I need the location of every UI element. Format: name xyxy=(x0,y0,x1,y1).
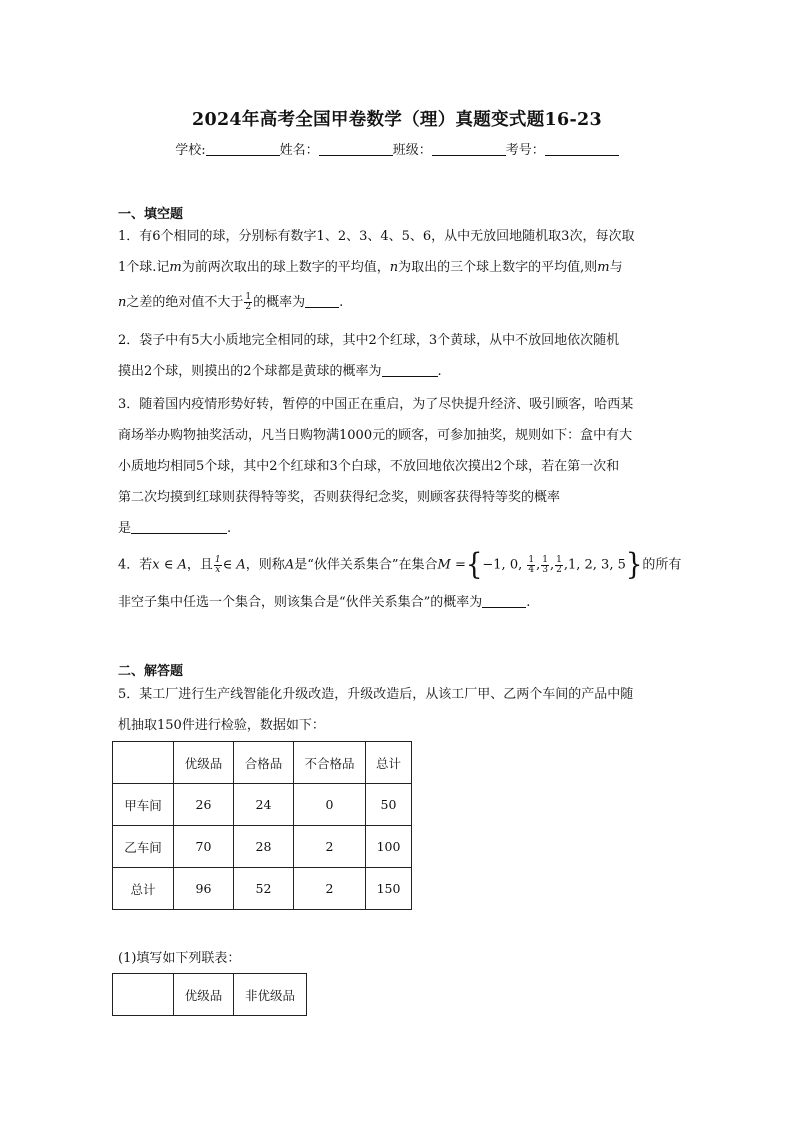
section-answer-title: 二、解答题 xyxy=(118,664,184,679)
var-m: m xyxy=(169,260,182,275)
name-blank[interactable] xyxy=(319,143,393,156)
right-brace: } xyxy=(625,547,643,583)
table-cell: 52 xyxy=(234,868,294,910)
frac-numerator: 1 xyxy=(245,292,252,302)
q1-line3 xyxy=(118,293,343,312)
var-n: n xyxy=(389,260,399,275)
number-blank[interactable] xyxy=(545,143,619,156)
table-cell: 70 xyxy=(174,826,234,868)
q5-contingency-table xyxy=(112,973,307,1016)
q1-text: 为前两次取出的球上数字的平均值， xyxy=(181,260,390,275)
q1-text: 的概率为 xyxy=(253,295,306,310)
table-header-cell: 非优级品 xyxy=(234,974,307,1016)
frac-numerator: 1 xyxy=(214,554,221,565)
var-n: n xyxy=(118,295,127,310)
q1-text: 之差的绝对值不大于 xyxy=(126,295,244,310)
fraction-one-half xyxy=(244,293,252,312)
q3-line2: 商场举办购物抽奖活动，凡当日购物满1000元的顾客，可参加抽奖，规则如下：盒中有大 xyxy=(118,428,633,443)
q1-text: . xyxy=(339,295,344,310)
table-cell: 24 xyxy=(234,784,294,826)
left-brace: { xyxy=(465,547,483,583)
table-cell: 150 xyxy=(366,868,412,910)
q2-line2 xyxy=(118,363,442,381)
q5-line1: 5．某工厂进行生产线智能化升级改造，升级改造后，从该工厂甲、乙两个车间的产品中随 xyxy=(118,687,634,702)
table-cell: 28 xyxy=(234,826,294,868)
q2-answer-blank[interactable] xyxy=(382,364,438,377)
q2-text: . xyxy=(437,364,442,379)
q1-line1: 1．有6个相同的球，分别标有数字1、2、3、4、5、6，从中无放回地随机取3次，每次取 xyxy=(118,229,635,244)
frac-numerator: 1 xyxy=(556,554,562,565)
table-cell: 总计 xyxy=(113,868,174,910)
table-header-cell: 总计 xyxy=(366,742,412,784)
q5-line2: 机抽取150件进行检验，数据如下： xyxy=(118,718,325,733)
table-header-cell: 合格品 xyxy=(234,742,294,784)
q3-line1: 3．随着国内疫情形势好转，暂停的中国正在重启，为了尽快提升经济、吸引顾客，哈西某 xyxy=(118,397,634,412)
section-fill-blank-title: 一、填空题 xyxy=(118,207,184,222)
table-header-cell: 优级品 xyxy=(174,742,234,784)
table-cell: 甲车间 xyxy=(113,784,174,826)
table-header-row xyxy=(113,742,412,784)
q4-math: ∈ A xyxy=(222,557,246,573)
q3-line5 xyxy=(118,520,231,538)
q4-math: M = xyxy=(437,557,466,573)
q1-text: 为取出的三个球上数字的平均值,则 xyxy=(398,260,598,275)
set-elements: 1, 2, 3, 5 xyxy=(567,557,626,573)
number-label: 考号： xyxy=(505,143,545,158)
fraction xyxy=(541,556,549,575)
q4-text: 4．若 xyxy=(118,557,153,573)
q3-text: 是 xyxy=(118,521,132,536)
frac-denominator: 2 xyxy=(556,564,562,575)
q5-sub1: (1)填写如下列联表： xyxy=(118,951,241,966)
q4-line1: 4．若x ∈ A，且 $\frac{1}{x}$ ∈ A，则称A是“伙伴关系集合”在集合M ={−1, 0, $\frac{1}{4}$ , $\frac{1}{3}$ , $\frac{1}{2}$ ,1, 2, 3, 5}的所有 xyxy=(118,547,682,583)
frac-denominator: x xyxy=(215,564,221,575)
school-blank[interactable] xyxy=(206,143,280,156)
table-row xyxy=(113,784,412,826)
q4-text: 非空子集中任选一个集合，则该集合是“伙伴关系集合”的概率为 xyxy=(118,595,483,610)
student-info-line xyxy=(0,139,794,158)
q2-line1: 2．袋子中有5大小质地完全相同的球，其中2个红球，3个黄球，从中不放回地依次随机 xyxy=(118,333,620,348)
frac-denominator: 2 xyxy=(245,302,252,312)
frac-numerator: 1 xyxy=(542,554,548,565)
name-label: 姓名： xyxy=(279,143,319,158)
table-header-cell: 优级品 xyxy=(174,974,234,1016)
set-elements: −1, 0, xyxy=(482,557,527,573)
frac-denominator: 3 xyxy=(542,564,548,575)
table-header-cell xyxy=(113,742,174,784)
fraction xyxy=(527,556,535,575)
q3-text: . xyxy=(227,521,232,536)
q4-math: x ∈ A xyxy=(152,557,187,573)
school-label: 学校: xyxy=(175,143,206,158)
table-row xyxy=(113,826,412,868)
table-cell: 96 xyxy=(174,868,234,910)
table-cell: 2 xyxy=(294,868,366,910)
q4-text: ，则称 xyxy=(245,557,285,573)
q5-data-table xyxy=(112,741,412,910)
q4-line2 xyxy=(118,594,530,612)
q1-text: 1个球.记 xyxy=(118,260,170,275)
q1-line2 xyxy=(118,259,623,277)
var-m: m xyxy=(597,260,610,275)
frac-numerator: 1 xyxy=(528,554,535,565)
table-header-cell: 不合格品 xyxy=(294,742,366,784)
table-cell: 乙车间 xyxy=(113,826,174,868)
table-header-row xyxy=(113,974,307,1016)
q1-text: 与 xyxy=(609,260,623,275)
q4-math: A xyxy=(284,557,295,573)
table-cell: 26 xyxy=(174,784,234,826)
q3-line4: 第二次均摸到红球则获得特等奖，否则获得纪念奖，则顾客获得特等奖的概率 xyxy=(118,490,561,505)
frac-denominator: 4 xyxy=(528,564,535,575)
q1-answer-blank[interactable] xyxy=(305,295,339,308)
q4-text: ，且 xyxy=(186,557,213,573)
q3-line3: 小质地均相同5个球，其中2个红球和3个白球，不放回地依次摸出2个球，若在第一次和 xyxy=(118,459,620,474)
fraction-one-over-x xyxy=(214,556,222,575)
q4-text: 是“伙伴关系集合”在集合 xyxy=(294,557,438,573)
table-cell: 100 xyxy=(366,826,412,868)
fraction xyxy=(555,556,563,575)
class-label: 班级： xyxy=(392,143,432,158)
table-cell: 2 xyxy=(294,826,366,868)
q4-text: . xyxy=(526,595,531,610)
class-blank[interactable] xyxy=(432,143,506,156)
q4-answer-blank[interactable] xyxy=(482,595,526,608)
q2-text: 摸出2个球，则摸出的2个球都是黄球的概率为 xyxy=(118,364,382,379)
table-cell: 50 xyxy=(366,784,412,826)
page-title: 2024年高考全国甲卷数学（理）真题变式题16-23 xyxy=(192,110,602,130)
q3-answer-blank[interactable] xyxy=(131,521,227,534)
q4-text: 的所有 xyxy=(642,557,682,573)
table-cell: 0 xyxy=(294,784,366,826)
table-row xyxy=(113,868,412,910)
table-header-cell xyxy=(113,974,174,1016)
